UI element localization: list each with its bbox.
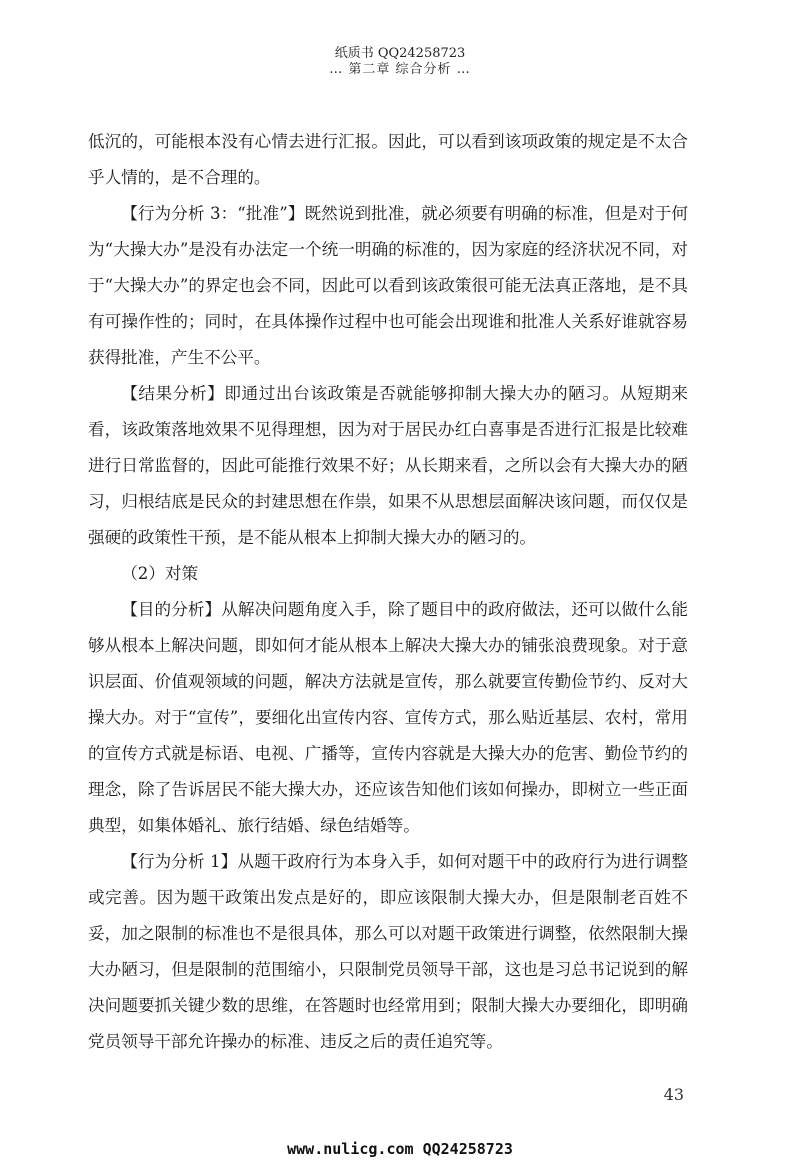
paragraph-result-analysis: 【结果分析】即通过出台该政策是否就能够抑制大操大办的陋习。从短期来看，该政策落地效果不见得理想，因为对于居民办红白喜事是否进行汇报是比较难进行日常监督的，因此可能推行效果不好；从长期来看，之所以会有大操大办的陋习，归根结底是民众的封建思想在作祟，如果不从思想层面解决该问题，而仅仅是强硬的政策性干预，是不能从根本上抑制大操大办的陋习的。 — [88, 384, 688, 547]
running-header — [0, 46, 800, 78]
paragraph-behavior-analysis-3: 【行为分析 3：“批准”】既然说到批准，就必须要有明确的标准，但是对于何为“大操大办”是没有办法定一个统一明确的标准的，因为家庭的经济状况不同，对于“大操大办”的界定也会不同，因此可以看到该政策很可能无法真正落地，是不具有可操作性的；同时，在具体操作过程中也可能会出现谁和批准人关系好谁就容易获得批准，产生不公平。 — [88, 204, 688, 367]
paragraph-purpose-analysis: 【目的分析】从解决问题角度入手，除了题目中的政府做法，还可以做什么能够从根本上解决问题，即如何才能从根本上解决大操大办的铺张浪费现象。对于意识层面、价值观领域的问题，解决方法就是宣传，那么就要宣传勤俭节约、反对大操大办。对于“宣传”，要细化出宣传内容、宣传方式，那么贴近基层、农村，常用的宣传方式就是标语、电视、广播等，宣传内容就是大操大办的危害、勤俭节约的理念，除了告诉居民不能大操大办，还应该告知他们该如何操办，即树立一些正面典型，如集体婚礼、旅行结婚、绿色结婚等。 — [88, 600, 688, 835]
section-heading-countermeasures: （2）对策 — [121, 564, 199, 583]
header-watermark: 纸质书 QQ24258723 — [334, 46, 466, 61]
page-body — [88, 124, 688, 1060]
paragraph-continued: 低沉的，可能根本没有心情去进行汇报。因此，可以看到该项政策的规定是不太合乎人情的，是不合理的。 — [88, 132, 688, 187]
footer-watermark: www.nulicg.com QQ24258723 — [287, 1140, 513, 1158]
chapter-title: … 第二章 综合分析 … — [329, 62, 471, 77]
page-number: 43 — [663, 1085, 684, 1104]
paragraph-behavior-analysis-1: 【行为分析 1】从题干政府行为本身入手，如何对题干中的政府行为进行调整或完善。因为题干政策出发点是好的，即应该限制大操大办，但是限制老百姓不妥，加之限制的标准也不是很具体，那么可以对题干政策进行调整，依然限制大操大办陋习，但是限制的范围缩小，只限制党员领导干部，这也是习总书记说到的解决问题要抓关键少数的思维，在答题时也经常用到；限制大操大办要细化，即明确党员领导干部允许操办的标准、违反之后的责任追究等。 — [88, 852, 688, 1051]
